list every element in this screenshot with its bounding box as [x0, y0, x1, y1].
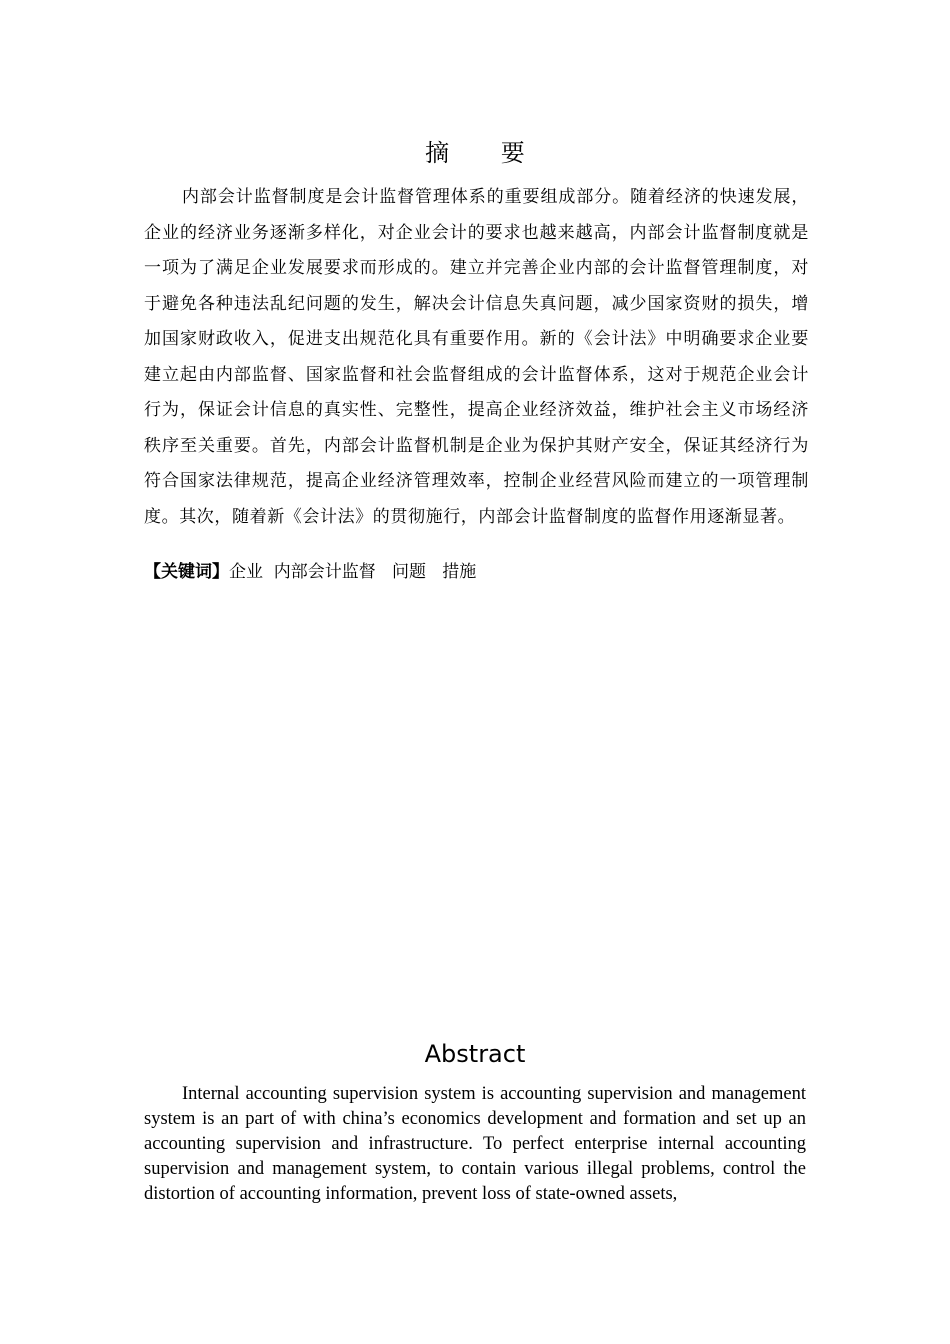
abstract-cn-title: 摘 要 — [425, 139, 547, 167]
keywords-line — [144, 560, 476, 584]
abstract-en-title: Abstract — [424, 1040, 526, 1068]
abstract-cn-body: 内部会计监督制度是会计监督管理体系的重要组成部分。随着经济的快速发展，企业的经济业务逐渐多样化，对企业会计的要求也越来越高，内部会计监督制度就是一项为了满足企业发展要求而形成的。建立并完善企业内部的会计监督管理制度，对于避免各种违法乱纪问题的发生，解决会计信息失真问题，减少国家资财的损失，增加国家财政收入，促进支出规范化具有重要作用。新的《会计法》中明确要求企业要建立起由内部监督、国家监督和社会监督组成的会计监督体系，这对于规范企业会计行为，保证会计信息的真实性、完整性，提高企业经济效益，维护社会主义市场经济秩序至关重要。首先，内部会计监督机制是企业为保护其财产安全，保证其经济行为符合国家法律规范，提高企业经济管理效率，控制企业经营风险而建立的一项管理制度。其次，随着新《会计法》的贯彻施行，内部会计监督制度的监督作用逐渐显著。 — [144, 187, 809, 527]
keywords-list: 企业 内部会计监督 问题 措施 — [229, 562, 477, 582]
abstract-en-body: Internal accounting supervision system is accounting supervision and management system is an part of with china’s economics development and formation and set up an accounting supervision and infrastructure. To perfect enterprise internal accounting supervision and management system, to contain various illegal problems, control the distortion of accounting information, prevent loss of state-owned assets, — [144, 1084, 806, 1204]
keywords-label: 【关键词】 — [144, 562, 229, 582]
